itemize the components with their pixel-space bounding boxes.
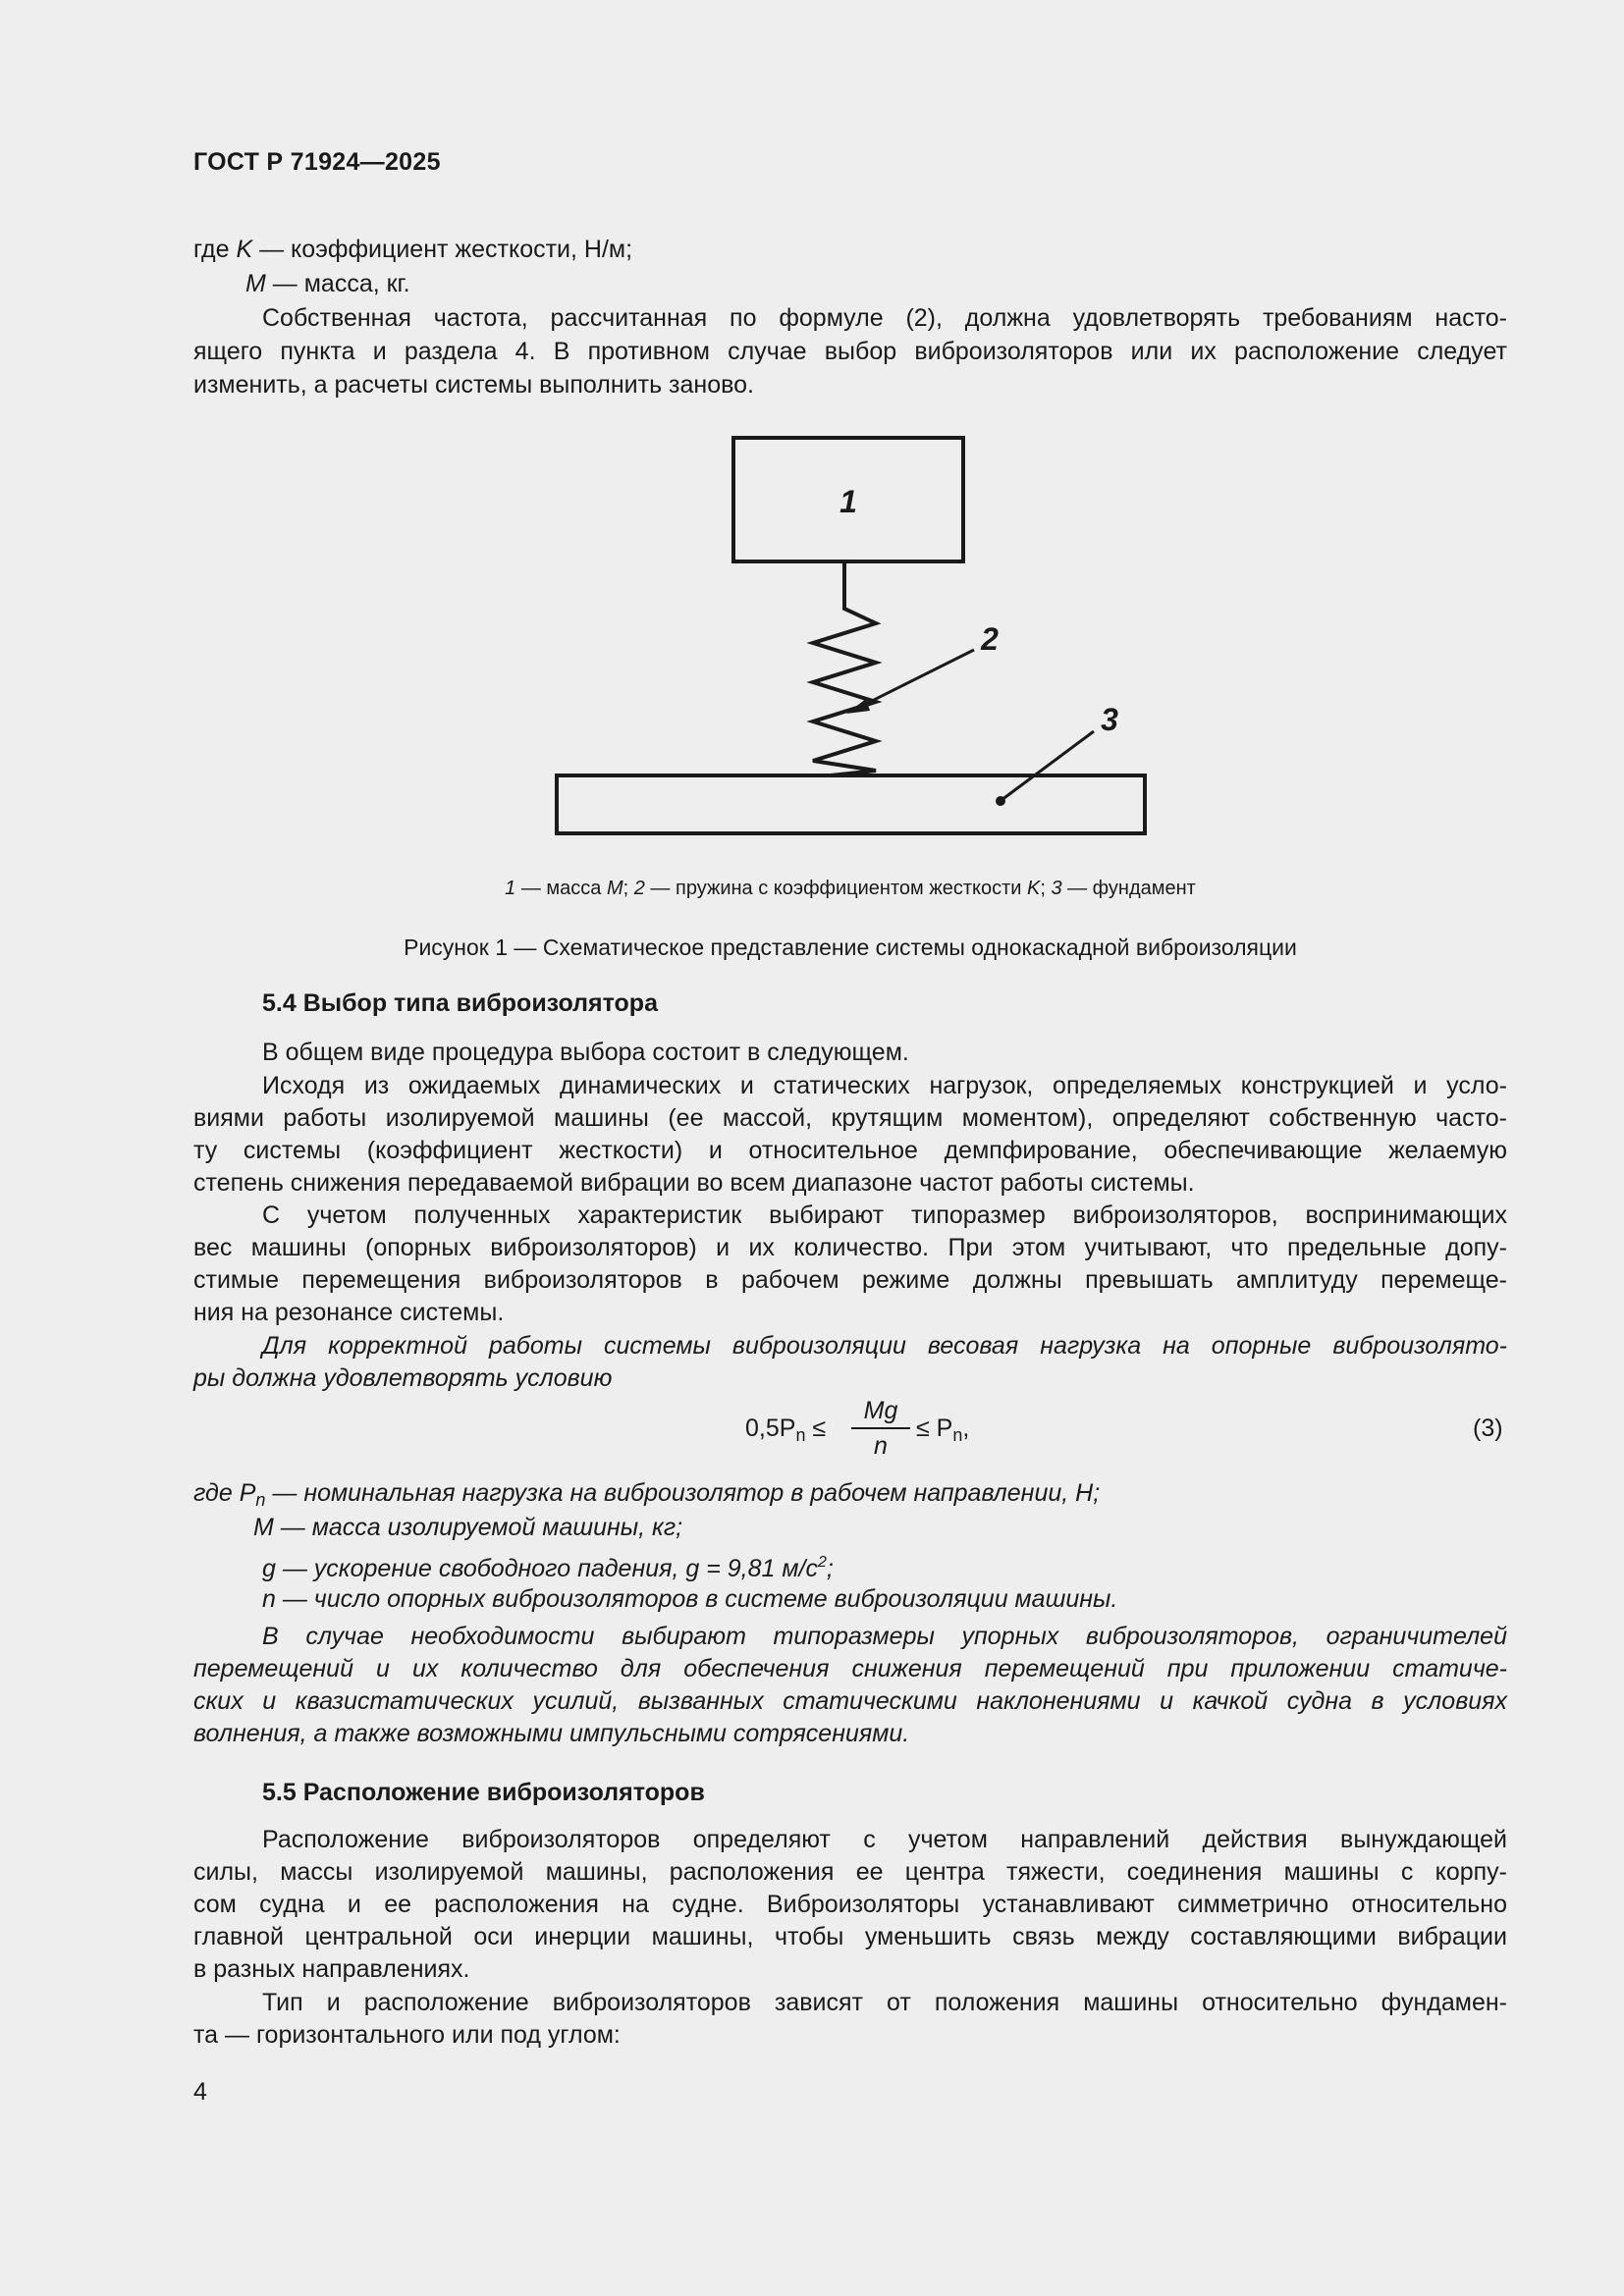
s55-p2-line-1: Тип и расположение виброизоляторов зависят от положения машины относительно фундамен- — [262, 1989, 1507, 2016]
s54-p2-line-1: Исходя из ожидаемых динамических и статических нагрузок, определяемых конструкцией и усло- — [262, 1072, 1507, 1099]
s55-p1-line-4: главной центральной оси инерции машины, чтобы уменьшить связь между составляющими вибрации — [193, 1923, 1507, 1950]
foundation-block — [557, 775, 1145, 833]
s55-p2-line-2: та — горизонтального или под углом: — [193, 2021, 621, 2049]
legend-num-2: 2 — [633, 878, 645, 899]
formula-def-pn — [193, 1477, 1100, 1517]
arrow-head-icon — [846, 699, 870, 714]
legend-sep-2: ; — [1040, 878, 1052, 899]
page-number: 4 — [193, 2078, 207, 2106]
intro-line-1: Собственная частота, рассчитанная по формуле (2), должна удовлетворять требованиям насто- — [262, 304, 1507, 332]
def-k-text: — коэффициент жесткости, Н/м; — [259, 236, 633, 263]
s55-p1-line-3: сом судна и ее расположения на судне. Виброизоляторы устанавливают симметрично относительно — [193, 1891, 1507, 1918]
s54-p3-line-4: ния на резонансе системы. — [193, 1299, 505, 1326]
formula-le-1: ≤ — [805, 1415, 827, 1442]
s54-p5-line-2: перемещений и их количество для обеспечения снижения перемещений при приложении статиче- — [193, 1655, 1507, 1682]
label-2: 2 — [981, 621, 999, 657]
s54-p4-line-1: Для корректной работы системы виброизоляции весовая нагрузка на опорные виброизолято- — [262, 1332, 1507, 1360]
label-3: 3 — [1101, 702, 1118, 737]
formula-rhs-sub: n — [952, 1425, 963, 1445]
s54-p3-line-2: вес машины (опорных виброизоляторов) и их количество. При этом учитывают, что предельные допу- — [193, 1234, 1507, 1261]
s54-p3-line-1: С учетом полученных характеристик выбирают типоразмер виброизоляторов, воспринимающих — [262, 1201, 1507, 1229]
formula-def-tail-g: ; — [826, 1555, 834, 1582]
formula-def-m — [253, 1512, 682, 1544]
legend-text-2: — пружина с коэффициентом жесткости — [644, 878, 1027, 899]
s54-p2-line-3: ту системы (коэффициент жесткости) и относительное демпфирование, обеспечивающие желаемую — [193, 1137, 1507, 1164]
legend-sym-2: K — [1026, 878, 1041, 899]
document-header: ГОСТ Р 71924—2025 — [193, 148, 441, 176]
legend-num-3: 3 — [1051, 878, 1062, 899]
formula-rhs: ≤ P — [916, 1415, 953, 1442]
formula-def-text-n: — число опорных виброизоляторов в системе виброизоляции машины. — [275, 1585, 1118, 1613]
section-5-4-title: 5.4 Выбор типа виброизолятора — [262, 989, 658, 1017]
formula-def-n — [262, 1583, 1117, 1616]
dot-marker-icon — [996, 796, 1005, 806]
s55-p1-line-1: Расположение виброизоляторов определяют с учетом направлений действия вынуждающей — [262, 1826, 1507, 1853]
formula-def-sym-pn: P — [239, 1479, 256, 1507]
formula-lhs-sub: n — [795, 1425, 806, 1445]
figure-1-diagram — [0, 0, 1624, 883]
s55-p1-line-2: силы, массы изолируемой машины, расположения ее центра тяжести, соединения машины с корпу- — [193, 1858, 1507, 1886]
legend-sep-1: ; — [623, 878, 634, 899]
s54-p5-line-4: волнения, а также возможными импульсными сотрясениями. — [193, 1720, 910, 1747]
formula-numerator: Mg — [851, 1396, 910, 1429]
figure-legend — [193, 876, 1507, 901]
formula-def-sym-m: M — [253, 1514, 274, 1541]
legend-text-3: — фундамент — [1061, 878, 1196, 899]
s55-p1-line-5: в разных направлениях. — [193, 1955, 470, 1983]
def-k-prefix: где — [193, 236, 230, 263]
legend-text-1: — масса — [515, 878, 607, 899]
formula-end: , — [962, 1415, 970, 1442]
formula-number: (3) — [1473, 1415, 1503, 1442]
def-m-symbol: M — [245, 270, 266, 297]
s54-p5-line-3: ских и квазистатических усилий, вызванных статическими наклонениями и качкой судна в условиях — [193, 1687, 1507, 1715]
spring — [813, 561, 876, 775]
s54-p5-line-1: В случае необходимости выбирают типоразмеры упорных виброизоляторов, ограничителей — [262, 1623, 1507, 1650]
formula-def-text-g: — ускорение свободного падения, g = 9,81 м/с — [275, 1555, 818, 1582]
formula-denominator: n — [874, 1432, 888, 1460]
figure-caption: Рисунок 1 — Схематическое представление системы однокаскадной виброизоляции — [404, 934, 1297, 960]
intro-line-2: ящего пункта и раздела 4. В противном случае выбор виброизоляторов или их расположение следует — [193, 338, 1507, 365]
leader-line-3 — [1001, 731, 1094, 800]
intro-line-3: изменить, а расчеты системы выполнить заново. — [193, 371, 754, 399]
formula-def-sup-g: 2 — [817, 1554, 827, 1571]
def-k-symbol: K — [236, 236, 253, 263]
s54-p4-line-2: ры должна удовлетворять условию — [193, 1364, 613, 1392]
formula-fraction — [851, 1396, 910, 1461]
formula-right — [916, 1413, 969, 1452]
formula-def-sym-n: n — [262, 1585, 276, 1613]
formula-def-text-m: — масса изолируемой машины, кг; — [273, 1514, 683, 1541]
s54-p2-line-2: виями работы изолируемой машины (ее массой, крутящим моментом), определяют собственную часто- — [193, 1104, 1507, 1132]
label-1: 1 — [839, 484, 857, 519]
formula-def-prefix: где — [193, 1479, 240, 1507]
s54-p2-line-4: степень снижения передаваемой вибрации во всем диапазоне частот работы системы. — [193, 1169, 1195, 1197]
def-m-text: — масса, кг. — [272, 270, 410, 297]
s54-p3-line-3: стимые перемещения виброизоляторов в рабочем режиме должны превышать амплитуду перемеще- — [193, 1266, 1507, 1294]
formula-def-text-pn: — номинальная нагрузка на виброизолятор в рабочем направлении, Н; — [265, 1479, 1101, 1507]
s54-p1: В общем виде процедура выбора состоит в следующем. — [262, 1039, 909, 1066]
formula-lhs: 0,5P — [745, 1415, 796, 1442]
section-5-5-title: 5.5 Расположение виброизоляторов — [262, 1779, 705, 1806]
legend-sym-1: M — [606, 878, 623, 899]
formula-def-sub-pn: n — [255, 1490, 266, 1510]
legend-num-1: 1 — [505, 878, 516, 899]
formula-def-g — [262, 1546, 834, 1585]
formula-left — [745, 1413, 826, 1452]
formula-def-sym-g: g — [262, 1555, 276, 1582]
